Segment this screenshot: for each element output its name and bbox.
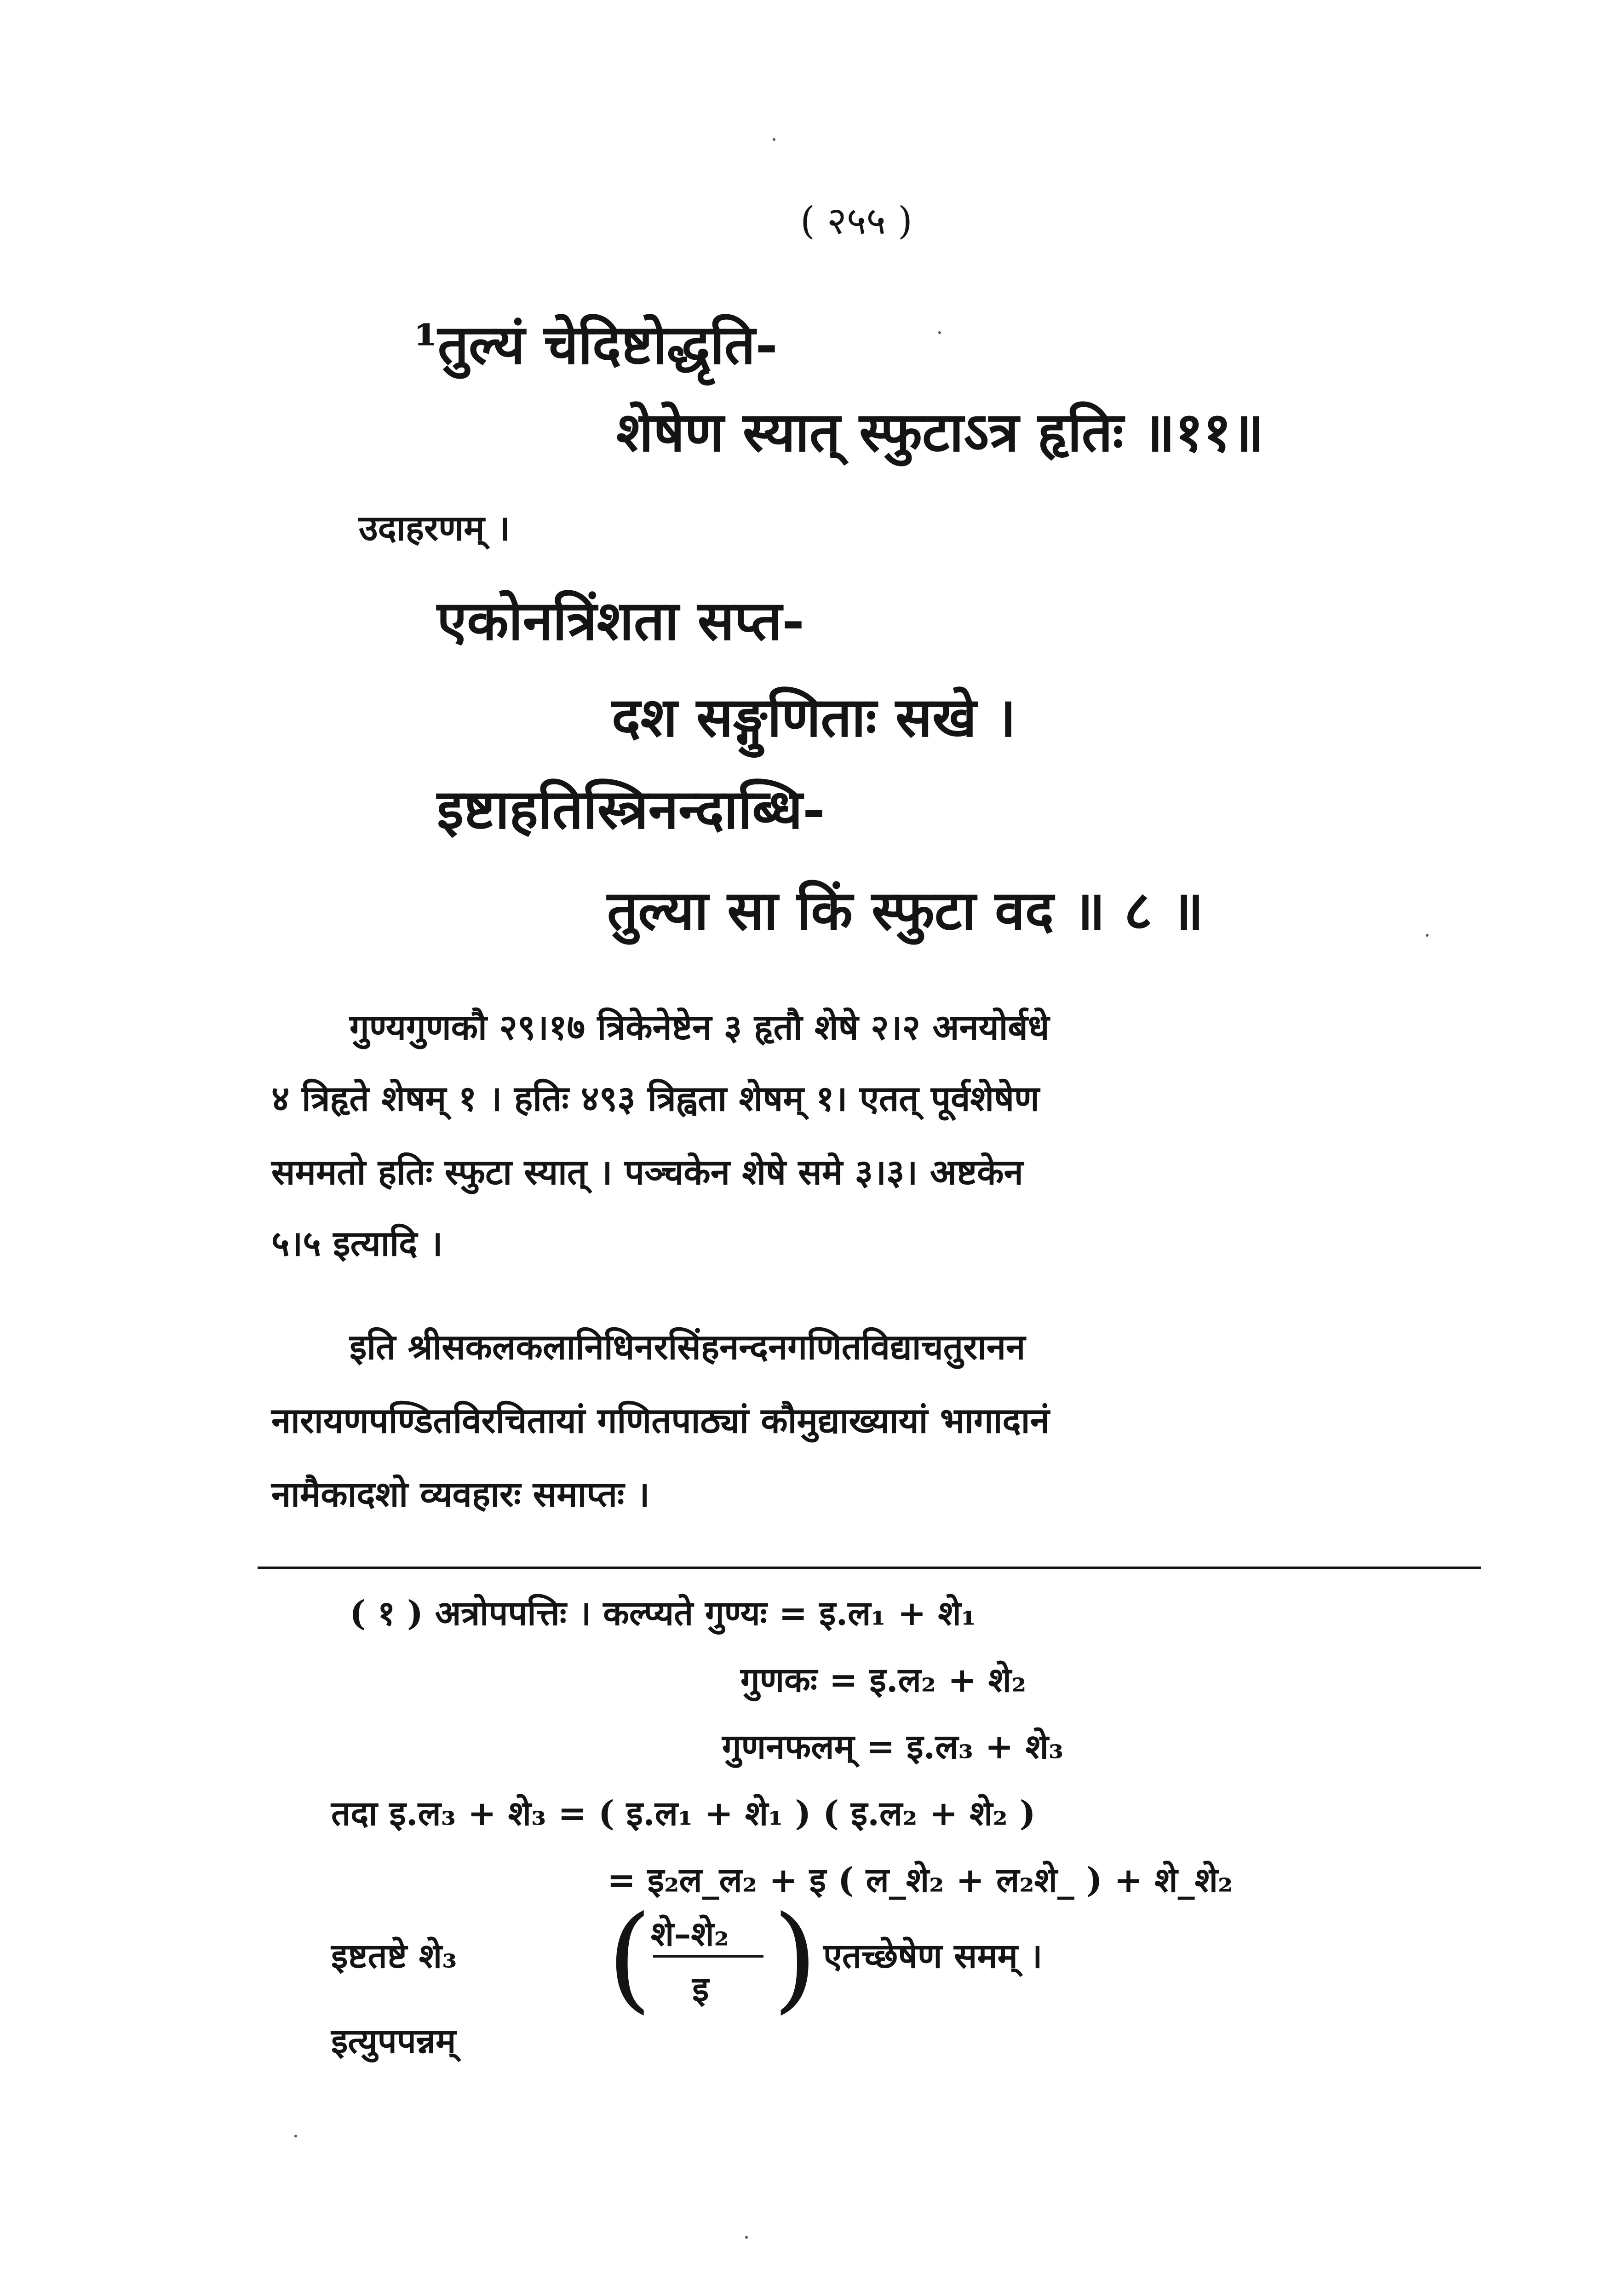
footnote-divider (258, 1567, 1481, 1569)
example-heading: उदाहरणम् । (359, 507, 510, 548)
commentary-line-3: सममतो हतिः स्फुटा स्यात् । पञ्चकेन शेषे समे ३।३। अष्टकेन (271, 1152, 1023, 1192)
verse-11-line-1: ¹तुल्यं चेदिष्टोद्धृति- (414, 312, 778, 376)
footnote-line-2: गुणकः = इ.ल₂ + शे₂ (740, 1660, 1027, 1700)
right-parenthesis: ) (773, 1891, 818, 2025)
footnote-line-5: = इ₂ल_ल₂ + इ ( ल_शे₂ + ल₂शे_ ) + शे_शे₂ (607, 1861, 1233, 1900)
fraction-denominator: इ (692, 1970, 709, 2009)
verse-8-line-4: तुल्या सा किं स्फुटा वद ॥ ८ ॥ (607, 878, 1204, 942)
commentary-line-4: ५।५ इत्यादि । (271, 1223, 443, 1264)
fraction-numerator: शे–शे₂ (651, 1914, 729, 1954)
footnote-line-6-prefix: इष्टतष्टे शे₃ (331, 1936, 457, 1976)
verse-8-line-2: दश सङ्गुणिताः सखे । (612, 685, 1016, 749)
verse-11-line-2: शेषेण स्यात् स्फुटाऽत्र हृतिः ॥११॥ (616, 400, 1264, 464)
commentary-line-2: ४ त्रिहृते शेषम् १ । हतिः ४९३ त्रिह्वता शेषम् १। एतत् पूर्वशेषेण (271, 1078, 1039, 1119)
page-number: ( २५५ ) (800, 199, 913, 243)
scan-speck (1426, 934, 1429, 937)
scan-speck (938, 331, 941, 334)
footnote-line-4: तदा इ.ल₃ + शे₃ = ( इ.ल₁ + शे₁ ) ( इ.ल₂ + शे₂ ) (331, 1794, 1036, 1833)
scan-speck (773, 138, 775, 141)
fraction-expression (607, 1891, 818, 2025)
commentary-line-1: गुण्यगुणकौ २९।१७ त्रिकेनेष्टेन ३ हृतौ शेषे २।२ अनयोर्बधे (350, 1007, 1050, 1048)
fraction-bar (653, 1955, 763, 1958)
footnote-line-6-suffix: एतच्छेषेण समम् । (823, 1936, 1043, 1976)
colophon-line-2: नारायणपण्डितविरचितायां गणितपाठ्यां कौमुद्याख्यायां भागादानं (271, 1400, 1050, 1441)
footnote-line-7: इत्युपपन्नम् (331, 2022, 456, 2061)
verse-8-line-3: इष्टाहतिस्त्रिनन्दाब्धि- (437, 777, 825, 841)
colophon-line-1: इति श्रीसकलकलानिधिनरसिंहनन्दनगणितविद्याचतुरानन (350, 1326, 1026, 1367)
scan-speck (745, 2236, 748, 2239)
left-parenthesis: ( (607, 1891, 652, 2025)
verse-8-line-1: एकोनत्रिंशता सप्त- (437, 588, 805, 652)
scan-speck (294, 2135, 297, 2137)
footnote-line-3: गुणनफलम् = इ.ल₃ + शे₃ (722, 1727, 1064, 1767)
footnote-line-1: ( १ ) अत्रोपपत्तिः । कल्प्यते गुण्यः = इ.ल₁ + शे₁ (350, 1594, 976, 1633)
colophon-line-3: नामैकादशो व्यवहारः समाप्तः । (271, 1474, 650, 1515)
